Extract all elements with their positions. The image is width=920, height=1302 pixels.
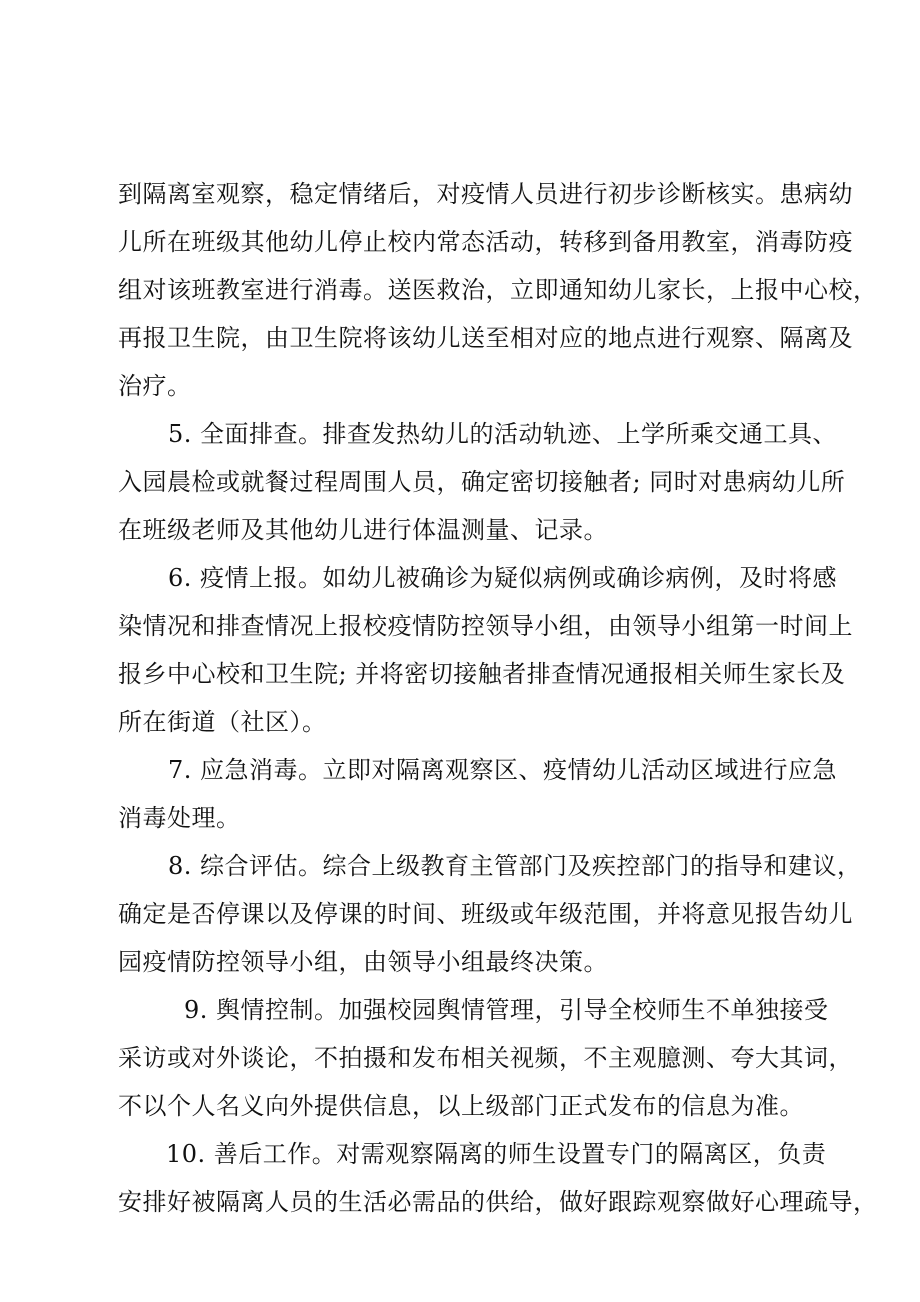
document-body [118, 170, 878, 1226]
paragraph-line: 在班级老师及其他幼儿进行体温测量、记录。 [118, 516, 608, 544]
paragraph-line: 消毒处理。 [118, 804, 241, 832]
paragraph-line: 组对该班教室进行消毒。送医救治，立即通知幼儿家长，上报中心校， [118, 276, 878, 304]
paragraph-line-item-7: 7. 应急消毒。立即对隔离观察区、疫情幼儿活动区域进行应急 [168, 756, 838, 784]
paragraph-line-item-9: 9. 舆情控制。加强校园舆情管理，引导全校师生不单独接受 [184, 996, 829, 1024]
paragraph-line-item-8: 8. 综合评估。综合上级教育主管部门及疾控部门的指导和建议， [168, 852, 862, 880]
paragraph-line: 治疗。 [118, 372, 192, 400]
paragraph-line: 采访或对外谈论，不拍摄和发布相关视频，不主观臆测、夸大其词， [118, 1044, 853, 1072]
paragraph-line-item-5: 5. 全面排查。排查发热幼儿的活动轨迹、上学所乘交通工具、 [168, 420, 838, 448]
paragraph-line-item-10: 10. 善后工作。对需观察隔离的师生设置专门的隔离区，负责 [166, 1140, 827, 1168]
paragraph-line: 确定是否停课以及停课的时间、班级或年级范围，并将意见报告幼儿 [118, 900, 853, 928]
paragraph-line-item-6: 6. 疫情上报。如幼儿被确诊为疑似病例或确诊病例，及时将感 [168, 564, 838, 592]
paragraph-line: 所在街道（社区）。 [118, 708, 327, 736]
paragraph-line: 再报卫生院，由卫生院将该幼儿送至相对应的地点进行观察、隔离及 [118, 324, 853, 352]
paragraph-line: 报乡中心校和卫生院; 并将密切接触者排查情况通报相关师生家长及 [118, 660, 846, 688]
paragraph-line: 入园晨检或就餐过程周围人员，确定密切接触者; 同时对患病幼儿所 [118, 468, 846, 496]
paragraph-line: 不以个人名义向外提供信息，以上级部门正式发布的信息为准。 [118, 1092, 804, 1120]
paragraph-line: 染情况和排查情况上报校疫情防控领导小组，由领导小组第一时间上 [118, 612, 853, 640]
paragraph-line: 园疫情防控领导小组，由领导小组最终决策。 [118, 948, 608, 976]
paragraph-line: 到隔离室观察，稳定情绪后，对疫情人员进行初步诊断核实。患病幼 [118, 180, 853, 208]
paragraph-line: 儿所在班级其他幼儿停止校内常态活动，转移到备用教室，消毒防疫 [118, 228, 853, 256]
paragraph-line: 安排好被隔离人员的生活必需品的供给，做好跟踪观察做好心理疏导， [118, 1188, 878, 1216]
